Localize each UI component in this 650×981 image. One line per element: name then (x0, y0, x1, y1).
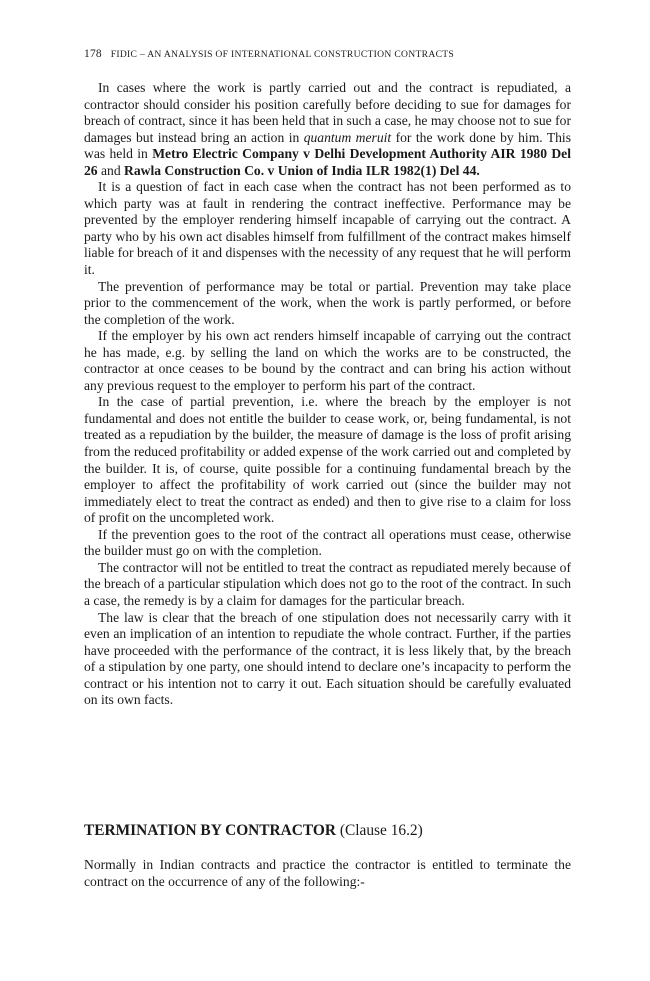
latin-term: quantum meruit (303, 129, 392, 145)
case-citation: Rawla Construction Co. v Union of India ILR 1982(1) Del 44. (124, 162, 480, 178)
section-heading (84, 822, 571, 840)
text-run: If the prevention goes to the root of the contract all operations must cease, otherwise the builder must go on with the completion. (84, 526, 571, 559)
running-head (84, 48, 454, 60)
text-run: The law is clear that the breach of one stipulation does not necessarily carry with it even an implication of an intention to repudiate the whole contract. Further, if the parties have proceeded with the performance of the contract, it is less likely that, by the breach of a stipulation by one party, one should intend to declare one’s incapacity to perform the contract or his intention not to carry it out. Each situation should be carefully evaluated on its own facts. (84, 609, 571, 708)
book-title: FIDIC – AN ANALYSIS OF INTERNATIONAL CONSTRUCTION CONTRACTS (110, 49, 455, 60)
case-citation: Metro Electric Company v Delhi Development Authority AIR 1980 Del 26 (84, 146, 571, 178)
paragraph (84, 560, 571, 610)
paragraph (84, 279, 571, 329)
paragraph (84, 328, 571, 394)
text-run: It is a question of fact in each case when the contract has not been performed as to which party was at fault in rendering the contract ineffective. Performance may be prevented by the employer rendering himself incapable of carrying out the contract. A party who by his own act disables himself from fulfillment of the contract makes himself liable for breach of it and dispenses with the necessity of any request that he will perform it. (84, 179, 571, 278)
page-number: 178 (84, 48, 102, 60)
text-run: for the work done by him. This was held in (84, 129, 572, 162)
paragraph (84, 610, 571, 709)
paragraph (84, 527, 571, 560)
closing-text (84, 857, 571, 890)
closing-paragraph: Normally in Indian contracts and practice the contractor is entitled to terminate the contract on the occurrence of any of the following:- (84, 857, 571, 889)
text-run: The prevention of performance may be total or partial. Prevention may take place prior to the commencement of the work, when the work is partly performed, or before the completion of the work. (84, 278, 571, 327)
paragraph (84, 394, 571, 526)
text-run: In the case of partial prevention, i.e. where the breach by the employer is not fundamental and does not entitle the builder to cease work, or, being fundamental, is not treated as a repudiation by the builder, the measure of damage is the loss of profit arising from the reduced profitability or added expense of the work carried out and completed by the builder. It is, of course, quite possible for a continuing fundamental breach by the employer to affect the profitability of work carried out (since the builder may not immediately elect to treat the contract as ended) and then to give rise to a claim for loss of profit on the uncompleted work. (84, 394, 571, 526)
body-text (84, 80, 571, 709)
text-run: The contractor will not be entitled to treat the contract as repudiated merely because of the breach of a particular stipulation which does not go to the root of the contract. In such a case, the remedy is by a claim for damages for the particular breach. (84, 559, 571, 608)
text-run: If the employer by his own act renders himself incapable of carrying out the contract he has made, e.g. by selling the land on which the works are to be constructed, the contractor at once ceases to be bound by the contract and can bring his action without any previous request to the employer to perform his part of the contract. (84, 328, 571, 393)
section-heading-title: TERMINATION BY CONTRACTOR (84, 822, 336, 839)
paragraph (84, 179, 571, 278)
paragraph (84, 80, 571, 179)
text-run: and (97, 162, 125, 178)
text-run: In cases where the work is partly carried out and the contract is repudiated, a contractor should consider his position carefully before deciding to sue for damages for breach of contract, since it has been held that in such a case, he may choose not to sue for damages but instead bring an action in (84, 80, 571, 145)
section-heading-clause: (Clause 16.2) (335, 822, 423, 839)
